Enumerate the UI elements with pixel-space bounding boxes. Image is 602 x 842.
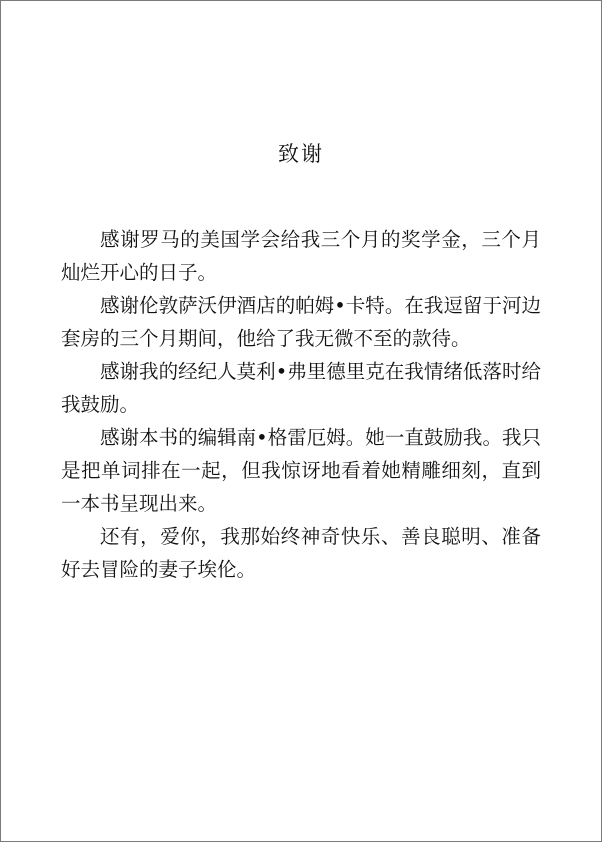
paragraph-2: 感谢伦敦萨沃伊酒店的帕姆•卡特。在我逗留于河边套房的三个月期间，他给了我无微不至的款待。 <box>61 294 541 350</box>
paragraph-5: 还有，爱你，我那始终神奇快乐、善良聪明、准备好去冒险的妻子埃伦。 <box>61 525 541 581</box>
paragraph-1: 感谢罗马的美国学会给我三个月的奖学金，三个月灿烂开心的日子。 <box>61 228 541 284</box>
page-title: 致谢 <box>278 142 324 166</box>
paragraph-3: 感谢我的经纪人莫利•弗里德里克在我情绪低落时给我鼓励。 <box>61 360 541 416</box>
paragraph-4: 感谢本书的编辑南•格雷厄姆。她一直鼓励我。我只是把单词排在一起，但我惊讶地看着她精雕细刻，直到一本书呈现出来。 <box>61 426 541 515</box>
acknowledgements-body <box>61 223 541 586</box>
